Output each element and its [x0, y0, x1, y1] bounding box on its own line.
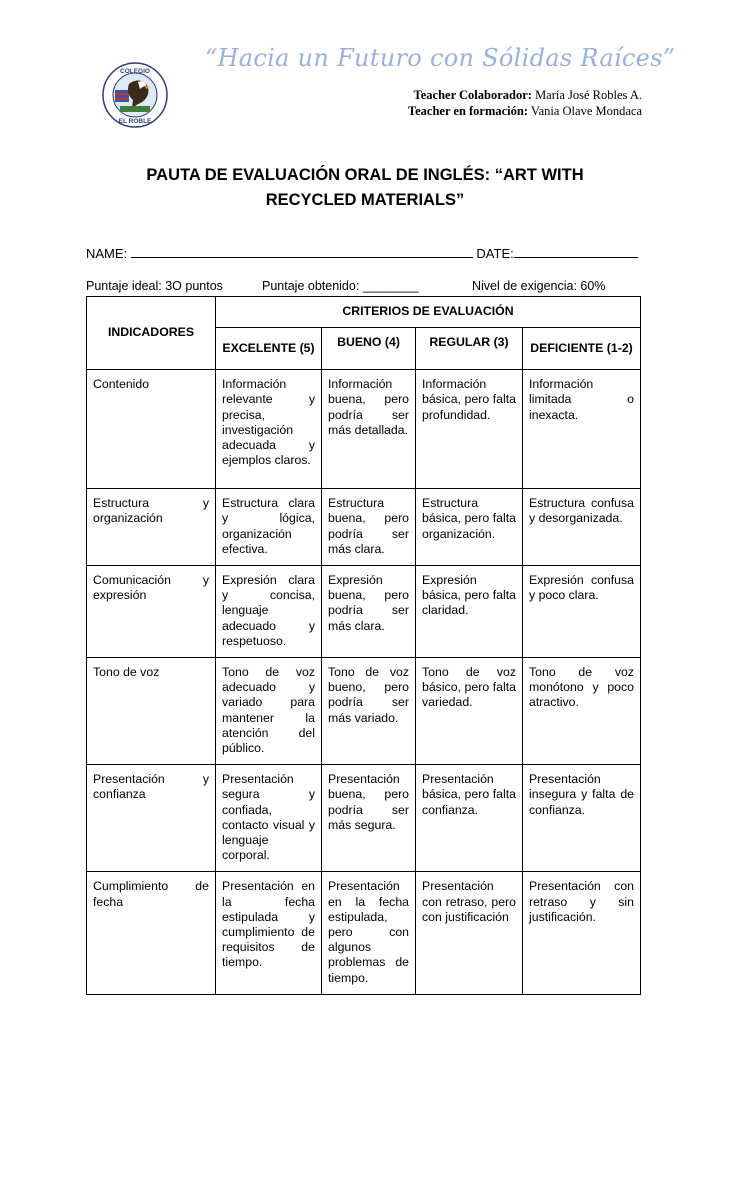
criteria-cell: Expresión básica, pero falta claridad.: [416, 566, 523, 658]
criteria-cell: Presentación en la fecha estipulada, pero con algunos problemas de tiempo.: [322, 872, 416, 994]
criteria-cell: Presentación con retraso, pero con justificación: [416, 872, 523, 994]
title-line-1: PAUTA DE EVALUACIÓN ORAL DE INGLÉS: “ART WITH: [146, 166, 584, 184]
criteria-cell: Tono de voz bueno, pero podría ser más variado.: [322, 658, 416, 765]
criteria-cell: Expresión buena, pero podría ser más clara.: [322, 566, 416, 658]
indicator-cell: Contenido: [87, 370, 216, 489]
logo-text-bottom: EL ROBLE: [118, 118, 152, 125]
level-header: EXCELENTE (5): [216, 328, 322, 370]
level-header: DEFICIENTE (1-2): [523, 328, 641, 370]
teacher-colaborador: [414, 88, 642, 103]
name-label: NAME:: [86, 246, 128, 261]
teacher-formacion-label: Teacher en formación:: [407, 104, 529, 118]
table-row: [87, 370, 641, 489]
score-line: [86, 279, 646, 293]
criteria-cell: Tono de voz básico, pero falta variedad.: [416, 658, 523, 765]
criteria-cell: Estructura básica, pero falta organización.: [416, 489, 523, 566]
indicadores-header: INDICADORES: [87, 297, 216, 370]
criteria-cell: Presentación segura y confiada, contacto visual y lenguaje corporal.: [216, 765, 322, 872]
criteria-cell: Información buena, pero podría ser más detallada.: [322, 370, 416, 489]
name-date-line: [86, 244, 638, 261]
criteria-cell: Tono de voz adecuado y variado para mantener la atención del público.: [216, 658, 322, 765]
name-field[interactable]: [131, 244, 473, 258]
table-row: [87, 765, 641, 872]
indicator-cell: Comunicación y expresión: [87, 566, 216, 658]
criteria-cell: Información básica, pero falta profundidad.: [416, 370, 523, 489]
school-logo: [102, 62, 168, 128]
indicator-cell: Cumplimiento de fecha: [87, 872, 216, 994]
table-row: [87, 566, 641, 658]
criteria-cell: Expresión confusa y poco clara.: [523, 566, 641, 658]
level-header: REGULAR (3): [416, 328, 523, 370]
logo-text-top: COLEGIO: [120, 68, 150, 75]
criteria-cell: Presentación buena, pero podría ser más segura.: [322, 765, 416, 872]
header-row: [87, 297, 641, 328]
criteria-cell: Presentación en la fecha estipulada y cumplimiento de requisitos de tiempo.: [216, 872, 322, 994]
indicator-cell: Presentación y confianza: [87, 765, 216, 872]
date-field[interactable]: [514, 244, 638, 258]
criteria-cell: Presentación con retraso y sin justificación.: [523, 872, 641, 994]
criteria-cell: Estructura clara y lógica, organización efectiva.: [216, 489, 322, 566]
criteria-cell: Estructura confusa y desorganizada.: [523, 489, 641, 566]
criteria-cell: Presentación básica, pero falta confianza.: [416, 765, 523, 872]
teacher-colaborador-name: María José Robles A.: [531, 88, 642, 102]
rubric-table: [86, 296, 641, 995]
level-header: BUENO (4): [322, 328, 416, 370]
page-title: [100, 163, 630, 213]
teacher-colaborador-label: Teacher Colaborador:: [413, 88, 532, 102]
teacher-formacion-name: Vania Olave Mondaca: [528, 104, 642, 118]
indicator-cell: Tono de voz: [87, 658, 216, 765]
puntaje-ideal: Puntaje ideal: 3O puntos: [86, 279, 223, 293]
title-line-2: RECYCLED MATERIALS”: [265, 191, 465, 209]
school-motto: “Hacia un Futuro con Sólidas Raíces”: [205, 44, 676, 72]
table-row: [87, 658, 641, 765]
indicator-cell: Estructura y organización: [87, 489, 216, 566]
criteria-cell: Presentación insegura y falta de confianza.: [523, 765, 641, 872]
table-row: [87, 872, 641, 994]
nivel-exigencia: Nivel de exigencia: 60%: [472, 279, 606, 293]
teacher-en-formacion: [408, 104, 642, 119]
table-row: [87, 489, 641, 566]
criteria-cell: Estructura buena, pero podría ser más clara.: [322, 489, 416, 566]
criterios-header: CRITERIOS DE EVALUACIÓN: [216, 297, 641, 328]
date-label: DATE:: [476, 246, 514, 261]
criteria-cell: Tono de voz monótono y poco atractivo.: [523, 658, 641, 765]
puntaje-obtenido: Puntaje obtenido: ________: [262, 279, 419, 293]
criteria-cell: Información limitada o inexacta.: [523, 370, 641, 489]
criteria-cell: Información relevante y precisa, investigación adecuada y ejemplos claros.: [216, 370, 322, 489]
criteria-cell: Expresión clara y concisa, lenguaje adecuado y respetuoso.: [216, 566, 322, 658]
